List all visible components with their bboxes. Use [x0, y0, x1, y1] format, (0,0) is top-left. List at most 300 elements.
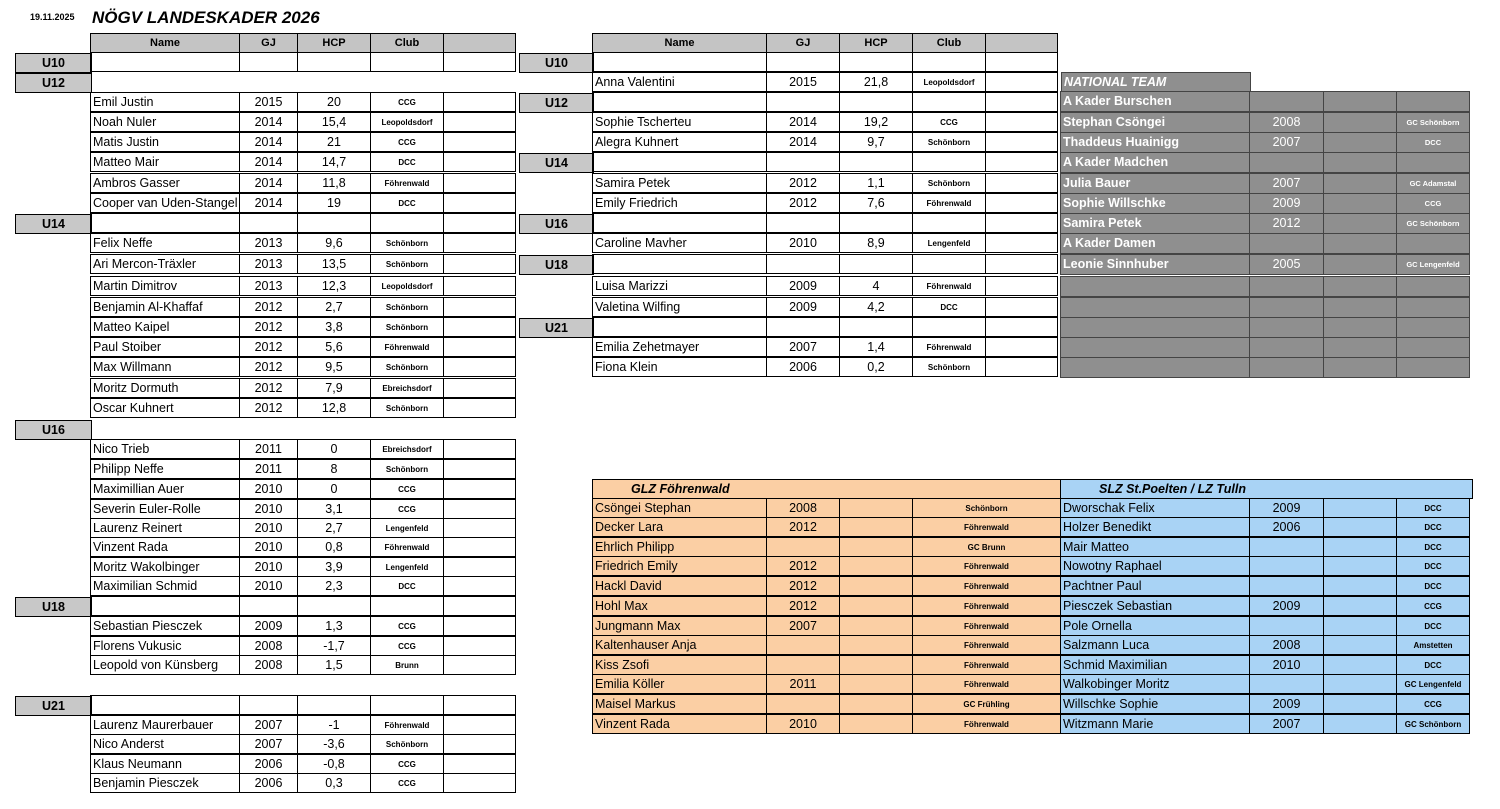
- empty-cell: [985, 213, 1058, 233]
- empty-cell: [239, 213, 298, 233]
- glz-row: [593, 636, 1061, 656]
- birth-year: 2015: [766, 72, 840, 92]
- birth-year: 2014: [239, 152, 298, 172]
- empty-cell: [985, 152, 1058, 172]
- empty-cell: [1323, 254, 1397, 275]
- player-name: Piesczek Sebastian: [1060, 596, 1250, 616]
- player-name: Ehrlich Philipp: [592, 537, 767, 557]
- birth-year: 2009: [239, 616, 298, 636]
- table-row-empty: [593, 93, 1058, 113]
- empty-cell: [1323, 91, 1397, 112]
- glz-row: [593, 715, 1061, 735]
- slz-row: [1061, 636, 1470, 656]
- player-name: Kiss Zsofi: [592, 655, 767, 675]
- table-row: [91, 174, 516, 194]
- empty-cell: [839, 213, 913, 233]
- empty-cell: [443, 193, 516, 213]
- empty-cell: [443, 173, 516, 193]
- club: Schönborn: [912, 173, 986, 193]
- empty-cell: [985, 276, 1058, 296]
- club: GC Adamstal: [1396, 173, 1470, 194]
- player-name: Luisa Marizzi: [592, 276, 767, 296]
- empty-cell: [1396, 91, 1470, 112]
- birth-year: 2006: [1249, 517, 1324, 537]
- table-row-empty: [593, 214, 1058, 234]
- handicap: 2,7: [297, 297, 371, 317]
- table-row: [91, 538, 516, 558]
- club: DCC: [370, 576, 444, 596]
- table-row: [91, 577, 516, 597]
- handicap: 1,4: [839, 337, 913, 357]
- birth-year: 2008: [1249, 635, 1324, 655]
- header-blank: [443, 33, 516, 53]
- national-empty-row: [1061, 358, 1470, 378]
- age-group-label: U21: [519, 318, 594, 338]
- empty-cell: [443, 537, 516, 557]
- national-row: [1061, 194, 1470, 214]
- club: Föhrenwald: [912, 635, 1061, 655]
- group-label: A Kader Madchen: [1060, 152, 1250, 173]
- empty-cell: [90, 213, 240, 233]
- empty-cell: [1323, 317, 1397, 338]
- handicap: -0,8: [297, 754, 371, 774]
- handicap: 13,5: [297, 254, 371, 274]
- national-row: [1061, 174, 1470, 194]
- club: DCC: [1396, 576, 1470, 596]
- table-row: [91, 440, 516, 460]
- player-name: Vinzent Rada: [90, 537, 240, 557]
- slz-row: [1061, 577, 1470, 597]
- empty-cell: [592, 52, 767, 72]
- empty-cell: [239, 596, 298, 616]
- birth-year: 2012: [239, 337, 298, 357]
- empty-cell: [766, 152, 840, 172]
- empty-cell: [1249, 297, 1324, 318]
- club: Schönborn: [912, 498, 1061, 518]
- player-name: Stephan Csöngei: [1060, 112, 1250, 133]
- club: DCC: [1396, 498, 1470, 518]
- club: Schönborn: [370, 317, 444, 337]
- header-hcp: HCP: [297, 33, 371, 53]
- slz-row: [1061, 675, 1470, 695]
- empty-cell: [1060, 276, 1250, 297]
- slz-row: [1061, 557, 1470, 577]
- empty-cell: [839, 556, 913, 576]
- empty-cell: [839, 655, 913, 675]
- empty-cell: [443, 92, 516, 112]
- club: Schönborn: [370, 357, 444, 377]
- empty-cell: [443, 233, 516, 253]
- player-name: Witzmann Marie: [1060, 714, 1250, 734]
- table-row: [593, 174, 1058, 194]
- empty-cell: [239, 52, 298, 72]
- empty-cell: [443, 616, 516, 636]
- handicap: 19: [297, 193, 371, 213]
- club: Schönborn: [370, 297, 444, 317]
- club: DCC: [1396, 556, 1470, 576]
- table-row-empty: [593, 318, 1058, 338]
- birth-year: 2014: [239, 173, 298, 193]
- birth-year: 2008: [239, 636, 298, 656]
- table-row: [91, 617, 516, 637]
- table-header: [593, 33, 1058, 53]
- empty-cell: [443, 357, 516, 377]
- empty-cell: [985, 132, 1058, 152]
- header-hcp: HCP: [839, 33, 913, 53]
- club: Schönborn: [370, 398, 444, 418]
- empty-cell: [443, 297, 516, 317]
- age-group-label: U16: [15, 420, 92, 440]
- glz-row: [593, 695, 1061, 715]
- club: Föhrenwald: [912, 337, 986, 357]
- birth-year: 2010: [239, 537, 298, 557]
- handicap: 7,6: [839, 193, 913, 213]
- table-header: [91, 33, 516, 53]
- table-row-empty: [91, 696, 516, 716]
- club: Föhrenwald: [912, 576, 1061, 596]
- handicap: 9,7: [839, 132, 913, 152]
- empty-cell: [1396, 357, 1470, 378]
- handicap: 8,9: [839, 233, 913, 253]
- birth-year: 2009: [1249, 498, 1324, 518]
- table-row: [91, 755, 516, 775]
- player-name: Sophie Tscherteu: [592, 112, 767, 132]
- birth-year: 2011: [239, 459, 298, 479]
- table-row: [593, 133, 1058, 153]
- club: GC Brunn: [912, 537, 1061, 557]
- glz-row: [593, 518, 1061, 538]
- empty-cell: [443, 459, 516, 479]
- club: Brunn: [370, 655, 444, 675]
- empty-cell: [839, 498, 913, 518]
- handicap: 1,1: [839, 173, 913, 193]
- age-group-label: U12: [15, 73, 92, 93]
- empty-cell: [443, 152, 516, 172]
- empty-cell: [839, 694, 913, 714]
- player-name: Max Willmann: [90, 357, 240, 377]
- club: CCG: [370, 499, 444, 519]
- player-name: Philipp Neffe: [90, 459, 240, 479]
- birth-year: 2007: [239, 715, 298, 735]
- empty-cell: [1249, 91, 1324, 112]
- empty-cell: [1323, 193, 1397, 214]
- empty-cell: [985, 92, 1058, 112]
- empty-cell: [1396, 297, 1470, 318]
- age-group-label: U16: [519, 214, 594, 234]
- header-name: Name: [592, 33, 767, 53]
- empty-cell: [443, 557, 516, 577]
- national-team-title: NATIONAL TEAM: [1061, 72, 1251, 92]
- national-row: [1061, 255, 1470, 275]
- handicap: 0: [297, 439, 371, 459]
- slz-title: SLZ St.Poelten / LZ Tulln: [1060, 479, 1473, 499]
- club: Föhrenwald: [912, 556, 1061, 576]
- player-name: Cooper van Uden-Stangel: [90, 193, 240, 213]
- table-row: [593, 113, 1058, 133]
- table-row-empty: [91, 214, 516, 234]
- table-row: [91, 480, 516, 500]
- table-row-empty: [91, 597, 516, 617]
- player-name: Emil Justin: [90, 92, 240, 112]
- birth-year: 2013: [239, 276, 298, 296]
- empty-cell: [370, 596, 444, 616]
- club: GC Lengenfeld: [1396, 254, 1470, 275]
- national-empty-row: [1061, 298, 1470, 318]
- club: GC Schönborn: [1396, 213, 1470, 234]
- birth-year: 2010: [239, 576, 298, 596]
- empty-cell: [1323, 655, 1397, 675]
- handicap: 3,9: [297, 557, 371, 577]
- empty-cell: [985, 52, 1058, 72]
- age-group-label: U14: [519, 153, 594, 173]
- birth-year: 2009: [1249, 596, 1324, 616]
- birth-year: 2012: [766, 517, 840, 537]
- empty-cell: [1323, 596, 1397, 616]
- table-row: [91, 379, 516, 399]
- player-name: Sebastian Piesczek: [90, 616, 240, 636]
- group-label: A Kader Burschen: [1060, 91, 1250, 112]
- birth-year: 2012: [766, 193, 840, 213]
- club: Schönborn: [370, 734, 444, 754]
- club: CCG: [370, 616, 444, 636]
- handicap: 2,3: [297, 576, 371, 596]
- player-name: Moritz Dormuth: [90, 378, 240, 398]
- slz-row: [1061, 499, 1470, 519]
- handicap: 12,8: [297, 398, 371, 418]
- empty-cell: [839, 714, 913, 734]
- handicap: 1,3: [297, 616, 371, 636]
- empty-cell: [985, 173, 1058, 193]
- birth-year: [1249, 616, 1324, 636]
- birth-year: 2012: [766, 596, 840, 616]
- player-name: Hohl Max: [592, 596, 767, 616]
- empty-cell: [443, 439, 516, 459]
- club: DCC: [370, 152, 444, 172]
- empty-cell: [839, 152, 913, 172]
- empty-cell: [912, 92, 986, 112]
- empty-cell: [912, 213, 986, 233]
- club: CCG: [370, 92, 444, 112]
- birth-year: 2007: [766, 337, 840, 357]
- player-name: Hackl David: [592, 576, 767, 596]
- club: CCG: [370, 754, 444, 774]
- empty-cell: [912, 52, 986, 72]
- glz-title-row: [593, 480, 1064, 500]
- club: CCG: [370, 636, 444, 656]
- player-name: Matteo Kaipel: [90, 317, 240, 337]
- player-name: Emilia Zehetmayer: [592, 337, 767, 357]
- player-name: Benjamin Piesczek: [90, 773, 240, 793]
- empty-cell: [1323, 132, 1397, 153]
- empty-cell: [443, 378, 516, 398]
- player-name: Csöngei Stephan: [592, 498, 767, 518]
- birth-year: 2009: [1249, 694, 1324, 714]
- player-name: Ambros Gasser: [90, 173, 240, 193]
- table-row: [91, 656, 516, 676]
- player-name: Ari Mercon-Träxler: [90, 254, 240, 274]
- empty-cell: [443, 695, 516, 715]
- empty-cell: [443, 576, 516, 596]
- empty-cell: [443, 773, 516, 793]
- empty-cell: [839, 537, 913, 557]
- club: GC Frühling: [912, 694, 1061, 714]
- player-name: Severin Euler-Rolle: [90, 499, 240, 519]
- club: Leopoldsdorf: [912, 72, 986, 92]
- table-row-empty: [593, 53, 1058, 73]
- national-empty-row: [1061, 318, 1470, 338]
- table-row: [91, 93, 516, 113]
- player-name: Laurenz Maurerbauer: [90, 715, 240, 735]
- empty-cell: [839, 596, 913, 616]
- national-group-row: [1061, 153, 1470, 173]
- club: DCC: [1396, 655, 1470, 675]
- player-name: Alegra Kuhnert: [592, 132, 767, 152]
- club: Föhrenwald: [370, 715, 444, 735]
- age-group-label: U10: [15, 53, 92, 73]
- handicap: 0,8: [297, 537, 371, 557]
- player-name: Martin Dimitrov: [90, 276, 240, 296]
- empty-cell: [1323, 213, 1397, 234]
- page-title: NÖGV LANDESKADER 2026: [92, 8, 320, 27]
- player-name: Noah Nuler: [90, 112, 240, 132]
- handicap: 7,9: [297, 378, 371, 398]
- handicap: 19,2: [839, 112, 913, 132]
- table-row: [593, 194, 1058, 214]
- handicap: 3,8: [297, 317, 371, 337]
- table-row-empty: [91, 53, 516, 73]
- empty-cell: [443, 518, 516, 538]
- table-row: [91, 399, 516, 419]
- player-name: Holzer Benedikt: [1060, 517, 1250, 537]
- birth-year: 2007: [766, 616, 840, 636]
- birth-year: 2012: [239, 297, 298, 317]
- group-label: A Kader Damen: [1060, 233, 1250, 254]
- club: DCC: [1396, 132, 1470, 153]
- birth-year: 2007: [239, 734, 298, 754]
- empty-cell: [766, 317, 840, 337]
- glz-row: [593, 617, 1061, 637]
- club: Föhrenwald: [912, 193, 986, 213]
- birth-year: 2006: [766, 357, 840, 377]
- birth-year: 2012: [239, 317, 298, 337]
- table-row: [91, 637, 516, 657]
- empty-cell: [592, 152, 767, 172]
- empty-cell: [985, 317, 1058, 337]
- empty-cell: [443, 479, 516, 499]
- birth-year: 2009: [1249, 193, 1324, 214]
- empty-cell: [297, 596, 371, 616]
- birth-year: 2014: [766, 132, 840, 152]
- table-row: [91, 298, 516, 318]
- club: DCC: [1396, 517, 1470, 537]
- empty-cell: [766, 254, 840, 274]
- table-row: [91, 234, 516, 254]
- club: Lengenfeld: [912, 233, 986, 253]
- empty-cell: [1323, 276, 1397, 297]
- header-club: Club: [912, 33, 986, 53]
- empty-cell: [985, 337, 1058, 357]
- empty-cell: [1060, 337, 1250, 358]
- handicap: 4,2: [839, 297, 913, 317]
- empty-cell: [239, 695, 298, 715]
- empty-cell: [443, 317, 516, 337]
- empty-cell: [90, 596, 240, 616]
- table-row: [91, 133, 516, 153]
- birth-year: 2010: [239, 499, 298, 519]
- glz-row: [593, 577, 1061, 597]
- empty-cell: [839, 635, 913, 655]
- slz-row: [1061, 695, 1470, 715]
- empty-cell: [1323, 152, 1397, 173]
- player-name: Laurenz Reinert: [90, 518, 240, 538]
- player-name: Samira Petek: [592, 173, 767, 193]
- club: CCG: [370, 132, 444, 152]
- table-row: [91, 194, 516, 214]
- empty-cell: [1249, 317, 1324, 338]
- player-name: Oscar Kuhnert: [90, 398, 240, 418]
- empty-cell: [1323, 537, 1397, 557]
- table-row-empty: [593, 153, 1058, 173]
- glz-row: [593, 656, 1061, 676]
- club: CCG: [1396, 596, 1470, 616]
- header-gj: GJ: [239, 33, 298, 53]
- empty-cell: [1249, 337, 1324, 358]
- table-row: [91, 558, 516, 578]
- empty-cell: [1323, 337, 1397, 358]
- player-name: Maximilian Schmid: [90, 576, 240, 596]
- table-row: [91, 716, 516, 736]
- club: Lengenfeld: [370, 557, 444, 577]
- empty-cell: [443, 337, 516, 357]
- handicap: 20: [297, 92, 371, 112]
- birth-year: 2010: [239, 479, 298, 499]
- birth-year: 2013: [239, 233, 298, 253]
- slz-title-row: [1061, 480, 1473, 500]
- handicap: 0,2: [839, 357, 913, 377]
- empty-cell: [443, 132, 516, 152]
- empty-cell: [985, 233, 1058, 253]
- handicap: -3,6: [297, 734, 371, 754]
- club: DCC: [1396, 616, 1470, 636]
- birth-year: 2008: [766, 498, 840, 518]
- empty-cell: [1396, 337, 1470, 358]
- birth-year: 2012: [239, 398, 298, 418]
- player-name: Schmid Maximilian: [1060, 655, 1250, 675]
- player-name: Fiona Klein: [592, 357, 767, 377]
- club: Schönborn: [370, 254, 444, 274]
- player-name: Leonie Sinnhuber: [1060, 254, 1250, 275]
- empty-cell: [1060, 297, 1250, 318]
- handicap: 4: [839, 276, 913, 296]
- club: Schönborn: [370, 459, 444, 479]
- player-name: Salzmann Luca: [1060, 635, 1250, 655]
- empty-cell: [1323, 694, 1397, 714]
- age-group-label: U12: [519, 93, 594, 113]
- empty-cell: [443, 112, 516, 132]
- empty-cell: [1249, 233, 1324, 254]
- empty-cell: [985, 112, 1058, 132]
- empty-cell: [1323, 297, 1397, 318]
- handicap: 3,1: [297, 499, 371, 519]
- handicap: 0: [297, 479, 371, 499]
- birth-year: [766, 537, 840, 557]
- club: GC Schönborn: [1396, 112, 1470, 133]
- table-row: [91, 358, 516, 378]
- club: Schönborn: [912, 132, 986, 152]
- birth-year: [1249, 576, 1324, 596]
- birth-year: 2007: [1249, 714, 1324, 734]
- player-name: Klaus Neumann: [90, 754, 240, 774]
